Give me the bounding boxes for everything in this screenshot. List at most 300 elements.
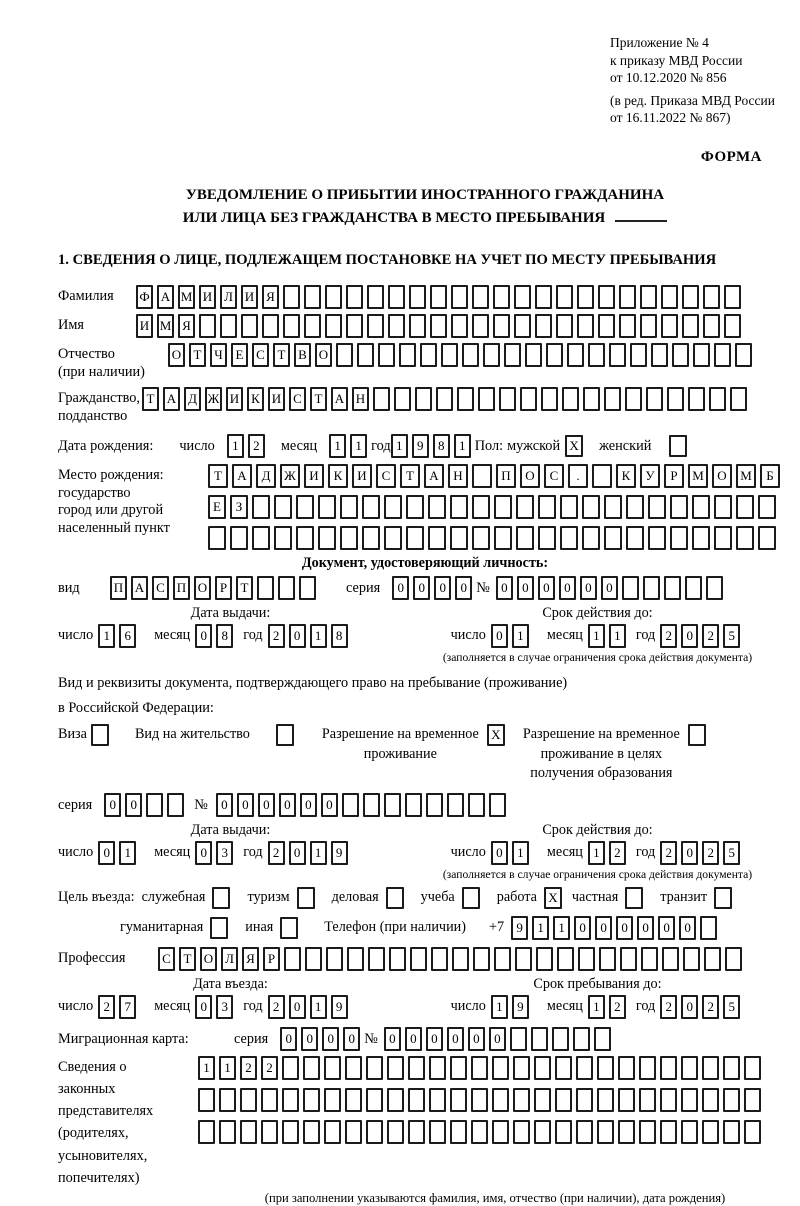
birth-place-cell[interactable]: М: [736, 464, 756, 488]
birth-place-cell[interactable]: Ж: [280, 464, 300, 488]
residence-number-cell[interactable]: [468, 793, 485, 817]
entry-month-cell[interactable]: 0: [195, 995, 212, 1019]
doc-kind-cell[interactable]: Р: [215, 576, 232, 600]
given-name-cell[interactable]: [514, 314, 531, 338]
migration-number-cell[interactable]: 0: [426, 1027, 443, 1051]
legal-reps-cell[interactable]: [240, 1120, 257, 1144]
legal-reps-cell[interactable]: [660, 1088, 677, 1112]
purpose-opt5-checkbox-cell[interactable]: X: [544, 887, 562, 909]
birth-place-cell[interactable]: [560, 495, 578, 519]
patronymic-cell[interactable]: [672, 343, 689, 367]
legal-reps-cell[interactable]: [366, 1056, 383, 1080]
legal-reps-cell[interactable]: [639, 1088, 656, 1112]
surname-cell[interactable]: Я: [262, 285, 279, 309]
legal-reps-cell[interactable]: [345, 1056, 362, 1080]
stay-day-cell[interactable]: 1: [491, 995, 508, 1019]
profession-cell[interactable]: [368, 947, 385, 971]
citizenship-cell[interactable]: [625, 387, 642, 411]
migration-number-cell[interactable]: 0: [384, 1027, 401, 1051]
profession-cell[interactable]: [284, 947, 301, 971]
surname-cell[interactable]: И: [199, 285, 216, 309]
birth-place-cell[interactable]: [736, 495, 754, 519]
legal-reps-cell[interactable]: [450, 1056, 467, 1080]
expiry-year-cell[interactable]: 0: [681, 624, 698, 648]
residence-number-cell[interactable]: 0: [216, 793, 233, 817]
citizenship-cell[interactable]: Т: [310, 387, 327, 411]
birth-place-cell[interactable]: И: [352, 464, 372, 488]
surname-cell[interactable]: [430, 285, 447, 309]
phone-cell[interactable]: 9: [511, 916, 528, 940]
legal-reps-cell[interactable]: [429, 1088, 446, 1112]
legal-reps-cell[interactable]: [303, 1056, 320, 1080]
migration-number-cell[interactable]: 0: [405, 1027, 422, 1051]
residence-expiry-month-cell[interactable]: 1: [588, 841, 605, 865]
legal-reps-cell[interactable]: [471, 1120, 488, 1144]
birth-place-cell[interactable]: [362, 526, 380, 550]
surname-cell[interactable]: [556, 285, 573, 309]
legal-reps-cell[interactable]: [324, 1056, 341, 1080]
residence-issue-year-cell[interactable]: 9: [331, 841, 348, 865]
given-name-cell[interactable]: [724, 314, 741, 338]
legal-reps-cell[interactable]: [723, 1056, 740, 1080]
issue-day-cell[interactable]: 1: [98, 624, 115, 648]
legal-reps-cell[interactable]: [492, 1056, 509, 1080]
surname-cell[interactable]: [619, 285, 636, 309]
issue-month-cell[interactable]: 0: [195, 624, 212, 648]
birth-place-cell[interactable]: [362, 495, 380, 519]
expiry-day-cell[interactable]: 1: [512, 624, 529, 648]
birth-place-cell[interactable]: [296, 526, 314, 550]
legal-reps-cell[interactable]: [639, 1056, 656, 1080]
phone-cell[interactable]: [700, 916, 717, 940]
citizenship-cell[interactable]: [583, 387, 600, 411]
birth-place-cell[interactable]: [648, 526, 666, 550]
surname-cell[interactable]: [325, 285, 342, 309]
expiry-year-cell[interactable]: 2: [660, 624, 677, 648]
patronymic-cell[interactable]: [378, 343, 395, 367]
legal-reps-cell[interactable]: [597, 1056, 614, 1080]
citizenship-cell[interactable]: [541, 387, 558, 411]
doc-kind-cell[interactable]: [257, 576, 274, 600]
migration-series-cell[interactable]: 0: [322, 1027, 339, 1051]
phone-cell[interactable]: 1: [532, 916, 549, 940]
birth-place-cell[interactable]: [340, 526, 358, 550]
given-name-cell[interactable]: [346, 314, 363, 338]
birth-place-cell[interactable]: [758, 495, 776, 519]
legal-reps-cell[interactable]: [744, 1120, 761, 1144]
legal-reps-cell[interactable]: [303, 1120, 320, 1144]
profession-cell[interactable]: Л: [221, 947, 238, 971]
birth-place-cell[interactable]: М: [688, 464, 708, 488]
profession-cell[interactable]: Я: [242, 947, 259, 971]
birth-place-cell[interactable]: [538, 526, 556, 550]
doc-kind-cell[interactable]: С: [152, 576, 169, 600]
migration-series-cell[interactable]: 0: [301, 1027, 318, 1051]
residence-issue-day-cell[interactable]: 1: [119, 841, 136, 865]
birth-place-cell[interactable]: [670, 495, 688, 519]
doc-number-cell[interactable]: [664, 576, 681, 600]
birth-place-cell[interactable]: [208, 526, 226, 550]
legal-reps-cell[interactable]: [723, 1088, 740, 1112]
surname-cell[interactable]: [640, 285, 657, 309]
purpose-opt1-checkbox-cell[interactable]: [212, 887, 230, 909]
legal-reps-cell[interactable]: [744, 1056, 761, 1080]
residence-issue-year-cell[interactable]: 1: [310, 841, 327, 865]
legal-reps-cell[interactable]: [387, 1056, 404, 1080]
patronymic-cell[interactable]: О: [168, 343, 185, 367]
surname-cell[interactable]: [304, 285, 321, 309]
given-name-cell[interactable]: [430, 314, 447, 338]
birth-place-cell[interactable]: [692, 495, 710, 519]
legal-reps-cell[interactable]: [597, 1088, 614, 1112]
profession-cell[interactable]: [620, 947, 637, 971]
surname-cell[interactable]: [703, 285, 720, 309]
phone-cell[interactable]: 0: [658, 916, 675, 940]
profession-cell[interactable]: [704, 947, 721, 971]
patronymic-cell[interactable]: Т: [189, 343, 206, 367]
birth-place-cell[interactable]: [252, 526, 270, 550]
legal-reps-cell[interactable]: [534, 1088, 551, 1112]
profession-cell[interactable]: [452, 947, 469, 971]
legal-reps-cell[interactable]: [450, 1120, 467, 1144]
birth-place-cell[interactable]: [516, 495, 534, 519]
stay-year-cell[interactable]: 0: [681, 995, 698, 1019]
residence-number-cell[interactable]: [342, 793, 359, 817]
patronymic-cell[interactable]: [336, 343, 353, 367]
doc-kind-cell[interactable]: П: [173, 576, 190, 600]
patronymic-cell[interactable]: [567, 343, 584, 367]
legal-reps-cell[interactable]: [744, 1088, 761, 1112]
birth-month-cell[interactable]: 1: [350, 434, 367, 458]
birth-place-cell[interactable]: Е: [208, 495, 226, 519]
profession-cell[interactable]: [557, 947, 574, 971]
profession-cell[interactable]: [578, 947, 595, 971]
surname-cell[interactable]: [409, 285, 426, 309]
birth-place-cell[interactable]: Д: [256, 464, 276, 488]
birth-place-cell[interactable]: [714, 526, 732, 550]
residence-expiry-year-cell[interactable]: 0: [681, 841, 698, 865]
stay-day-cell[interactable]: 9: [512, 995, 529, 1019]
profession-cell[interactable]: [599, 947, 616, 971]
doc-kind-cell[interactable]: [299, 576, 316, 600]
profession-cell[interactable]: [410, 947, 427, 971]
migration-number-cell[interactable]: [594, 1027, 611, 1051]
birth-place-cell[interactable]: [604, 495, 622, 519]
residence-series-cell[interactable]: [167, 793, 184, 817]
residence-series-cell[interactable]: 0: [125, 793, 142, 817]
given-name-cell[interactable]: [388, 314, 405, 338]
birth-place-cell[interactable]: [582, 495, 600, 519]
profession-cell[interactable]: О: [200, 947, 217, 971]
legal-reps-cell[interactable]: [387, 1088, 404, 1112]
issue-year-cell[interactable]: 1: [310, 624, 327, 648]
surname-cell[interactable]: Ф: [136, 285, 153, 309]
birth-place-cell[interactable]: [472, 464, 492, 488]
legal-reps-cell[interactable]: [429, 1056, 446, 1080]
citizenship-cell[interactable]: [730, 387, 747, 411]
surname-cell[interactable]: [346, 285, 363, 309]
legal-reps-cell[interactable]: [555, 1088, 572, 1112]
birth-place-cell[interactable]: [318, 526, 336, 550]
legal-reps-cell[interactable]: [471, 1056, 488, 1080]
issue-month-cell[interactable]: 8: [216, 624, 233, 648]
citizenship-cell[interactable]: А: [163, 387, 180, 411]
doc-number-cell[interactable]: 0: [538, 576, 555, 600]
legal-reps-cell[interactable]: [198, 1088, 215, 1112]
birth-place-cell[interactable]: О: [712, 464, 732, 488]
legal-reps-cell[interactable]: [450, 1088, 467, 1112]
patronymic-cell[interactable]: [399, 343, 416, 367]
citizenship-cell[interactable]: И: [268, 387, 285, 411]
surname-cell[interactable]: М: [178, 285, 195, 309]
surname-cell[interactable]: [724, 285, 741, 309]
edu-permit-checkbox-cell[interactable]: [688, 724, 706, 746]
birth-place-cell[interactable]: [384, 526, 402, 550]
residence-number-cell[interactable]: 0: [321, 793, 338, 817]
given-name-cell[interactable]: [682, 314, 699, 338]
visa-checkbox-cell[interactable]: [91, 724, 109, 746]
citizenship-cell[interactable]: Т: [142, 387, 159, 411]
legal-reps-cell[interactable]: [513, 1120, 530, 1144]
patronymic-cell[interactable]: [588, 343, 605, 367]
citizenship-cell[interactable]: А: [331, 387, 348, 411]
profession-cell[interactable]: [389, 947, 406, 971]
birth-place-cell[interactable]: [450, 495, 468, 519]
purpose-opt7-checkbox-cell[interactable]: [714, 887, 732, 909]
birth-place-cell[interactable]: [626, 526, 644, 550]
birth-place-cell[interactable]: К: [616, 464, 636, 488]
birth-place-cell[interactable]: [296, 495, 314, 519]
profession-cell[interactable]: С: [158, 947, 175, 971]
phone-cell[interactable]: 0: [574, 916, 591, 940]
legal-reps-cell[interactable]: [618, 1088, 635, 1112]
birth-place-cell[interactable]: [736, 526, 754, 550]
birth-place-cell[interactable]: [626, 495, 644, 519]
issue-year-cell[interactable]: 2: [268, 624, 285, 648]
birth-year-cell[interactable]: 8: [433, 434, 450, 458]
birth-place-cell[interactable]: [406, 495, 424, 519]
expiry-year-cell[interactable]: 2: [702, 624, 719, 648]
legal-reps-cell[interactable]: [660, 1120, 677, 1144]
doc-kind-cell[interactable]: [278, 576, 295, 600]
birth-place-cell[interactable]: [340, 495, 358, 519]
stay-year-cell[interactable]: 2: [660, 995, 677, 1019]
citizenship-cell[interactable]: [436, 387, 453, 411]
birth-place-cell[interactable]: [758, 526, 776, 550]
profession-cell[interactable]: [725, 947, 742, 971]
legal-reps-cell[interactable]: [534, 1056, 551, 1080]
legal-reps-cell[interactable]: [261, 1088, 278, 1112]
given-name-cell[interactable]: [535, 314, 552, 338]
citizenship-cell[interactable]: [499, 387, 516, 411]
birth-place-cell[interactable]: [560, 526, 578, 550]
stay-year-cell[interactable]: 5: [723, 995, 740, 1019]
birth-place-cell[interactable]: [516, 526, 534, 550]
residence-expiry-day-cell[interactable]: 0: [491, 841, 508, 865]
given-name-cell[interactable]: [598, 314, 615, 338]
surname-cell[interactable]: [451, 285, 468, 309]
residence-number-cell[interactable]: 0: [300, 793, 317, 817]
doc-number-cell[interactable]: 0: [601, 576, 618, 600]
patronymic-cell[interactable]: [630, 343, 647, 367]
citizenship-cell[interactable]: [646, 387, 663, 411]
male-checkbox-cell[interactable]: X: [565, 435, 583, 457]
patronymic-cell[interactable]: [651, 343, 668, 367]
legal-reps-cell[interactable]: [219, 1120, 236, 1144]
expiry-month-cell[interactable]: 1: [609, 624, 626, 648]
legal-reps-cell[interactable]: [555, 1056, 572, 1080]
purpose-opt8-checkbox-cell[interactable]: [210, 917, 228, 939]
citizenship-cell[interactable]: [709, 387, 726, 411]
given-name-cell[interactable]: [262, 314, 279, 338]
birth-place-cell[interactable]: [274, 526, 292, 550]
doc-series-cell[interactable]: 0: [434, 576, 451, 600]
residence-issue-year-cell[interactable]: 2: [268, 841, 285, 865]
birth-place-cell[interactable]: [428, 526, 446, 550]
migration-series-cell[interactable]: 0: [280, 1027, 297, 1051]
given-name-cell[interactable]: [409, 314, 426, 338]
legal-reps-cell[interactable]: 2: [240, 1056, 257, 1080]
citizenship-cell[interactable]: [688, 387, 705, 411]
given-name-cell[interactable]: [640, 314, 657, 338]
doc-series-cell[interactable]: 0: [413, 576, 430, 600]
legal-reps-cell[interactable]: [303, 1088, 320, 1112]
legal-reps-cell[interactable]: [702, 1120, 719, 1144]
migration-series-cell[interactable]: 0: [343, 1027, 360, 1051]
citizenship-cell[interactable]: [667, 387, 684, 411]
issue-year-cell[interactable]: 8: [331, 624, 348, 648]
profession-cell[interactable]: [347, 947, 364, 971]
patronymic-cell[interactable]: Ч: [210, 343, 227, 367]
doc-kind-cell[interactable]: А: [131, 576, 148, 600]
birth-place-cell[interactable]: А: [232, 464, 252, 488]
given-name-cell[interactable]: [283, 314, 300, 338]
legal-reps-cell[interactable]: [702, 1088, 719, 1112]
residence-issue-day-cell[interactable]: 0: [98, 841, 115, 865]
citizenship-cell[interactable]: [394, 387, 411, 411]
surname-cell[interactable]: [472, 285, 489, 309]
stay-year-cell[interactable]: 2: [702, 995, 719, 1019]
doc-kind-cell[interactable]: Т: [236, 576, 253, 600]
entry-day-cell[interactable]: 7: [119, 995, 136, 1019]
citizenship-cell[interactable]: Д: [184, 387, 201, 411]
patronymic-cell[interactable]: [546, 343, 563, 367]
given-name-cell[interactable]: [556, 314, 573, 338]
patronymic-cell[interactable]: Е: [231, 343, 248, 367]
purpose-opt9-checkbox-cell[interactable]: [280, 917, 298, 939]
birth-place-cell[interactable]: [592, 464, 612, 488]
phone-cell[interactable]: 0: [616, 916, 633, 940]
birth-place-cell[interactable]: [384, 495, 402, 519]
stay-month-cell[interactable]: 2: [609, 995, 626, 1019]
birth-place-cell[interactable]: А: [424, 464, 444, 488]
patronymic-cell[interactable]: С: [252, 343, 269, 367]
legal-reps-cell[interactable]: [513, 1088, 530, 1112]
given-name-cell[interactable]: [577, 314, 594, 338]
given-name-cell[interactable]: [472, 314, 489, 338]
legal-reps-cell[interactable]: [576, 1056, 593, 1080]
profession-cell[interactable]: [305, 947, 322, 971]
citizenship-cell[interactable]: [457, 387, 474, 411]
citizenship-cell[interactable]: [478, 387, 495, 411]
legal-reps-cell[interactable]: [639, 1120, 656, 1144]
legal-reps-cell[interactable]: [366, 1088, 383, 1112]
entry-year-cell[interactable]: 1: [310, 995, 327, 1019]
citizenship-cell[interactable]: [415, 387, 432, 411]
patronymic-cell[interactable]: [483, 343, 500, 367]
entry-year-cell[interactable]: 0: [289, 995, 306, 1019]
patronymic-cell[interactable]: [357, 343, 374, 367]
profession-cell[interactable]: [473, 947, 490, 971]
legal-reps-cell[interactable]: [576, 1088, 593, 1112]
birth-place-cell[interactable]: [252, 495, 270, 519]
residence-series-cell[interactable]: 0: [104, 793, 121, 817]
phone-cell[interactable]: 0: [637, 916, 654, 940]
citizenship-cell[interactable]: [520, 387, 537, 411]
surname-cell[interactable]: Л: [220, 285, 237, 309]
patronymic-cell[interactable]: [609, 343, 626, 367]
birth-place-cell[interactable]: [604, 526, 622, 550]
issue-day-cell[interactable]: 6: [119, 624, 136, 648]
citizenship-cell[interactable]: Н: [352, 387, 369, 411]
profession-cell[interactable]: [494, 947, 511, 971]
patronymic-cell[interactable]: [441, 343, 458, 367]
doc-number-cell[interactable]: 0: [496, 576, 513, 600]
birth-place-cell[interactable]: [648, 495, 666, 519]
given-name-cell[interactable]: [493, 314, 510, 338]
birth-place-cell[interactable]: [494, 526, 512, 550]
patronymic-cell[interactable]: [525, 343, 542, 367]
phone-cell[interactable]: 0: [679, 916, 696, 940]
doc-series-cell[interactable]: 0: [392, 576, 409, 600]
surname-cell[interactable]: [514, 285, 531, 309]
birth-place-cell[interactable]: З: [230, 495, 248, 519]
given-name-cell[interactable]: [241, 314, 258, 338]
migration-number-cell[interactable]: [552, 1027, 569, 1051]
birth-place-cell[interactable]: [450, 526, 468, 550]
patronymic-cell[interactable]: [420, 343, 437, 367]
given-name-cell[interactable]: [619, 314, 636, 338]
given-name-cell[interactable]: [661, 314, 678, 338]
legal-reps-cell[interactable]: 2: [261, 1056, 278, 1080]
birth-place-cell[interactable]: [714, 495, 732, 519]
legal-reps-cell[interactable]: [555, 1120, 572, 1144]
expiry-year-cell[interactable]: 5: [723, 624, 740, 648]
birth-place-cell[interactable]: [582, 526, 600, 550]
legal-reps-cell[interactable]: [198, 1120, 215, 1144]
migration-number-cell[interactable]: [531, 1027, 548, 1051]
profession-cell[interactable]: [683, 947, 700, 971]
purpose-opt3-checkbox-cell[interactable]: [386, 887, 404, 909]
citizenship-cell[interactable]: [373, 387, 390, 411]
profession-cell[interactable]: Р: [263, 947, 280, 971]
entry-year-cell[interactable]: 2: [268, 995, 285, 1019]
birth-place-cell[interactable]: [538, 495, 556, 519]
birth-place-cell[interactable]: [670, 526, 688, 550]
birth-place-cell[interactable]: У: [640, 464, 660, 488]
surname-cell[interactable]: [493, 285, 510, 309]
given-name-cell[interactable]: [703, 314, 720, 338]
doc-series-cell[interactable]: 0: [455, 576, 472, 600]
birth-place-cell[interactable]: Т: [400, 464, 420, 488]
legal-reps-cell[interactable]: 1: [198, 1056, 215, 1080]
residence-expiry-year-cell[interactable]: 2: [702, 841, 719, 865]
birth-day-cell[interactable]: 1: [227, 434, 244, 458]
birth-place-cell[interactable]: [428, 495, 446, 519]
profession-cell[interactable]: [536, 947, 553, 971]
legal-reps-cell[interactable]: [660, 1056, 677, 1080]
surname-cell[interactable]: И: [241, 285, 258, 309]
